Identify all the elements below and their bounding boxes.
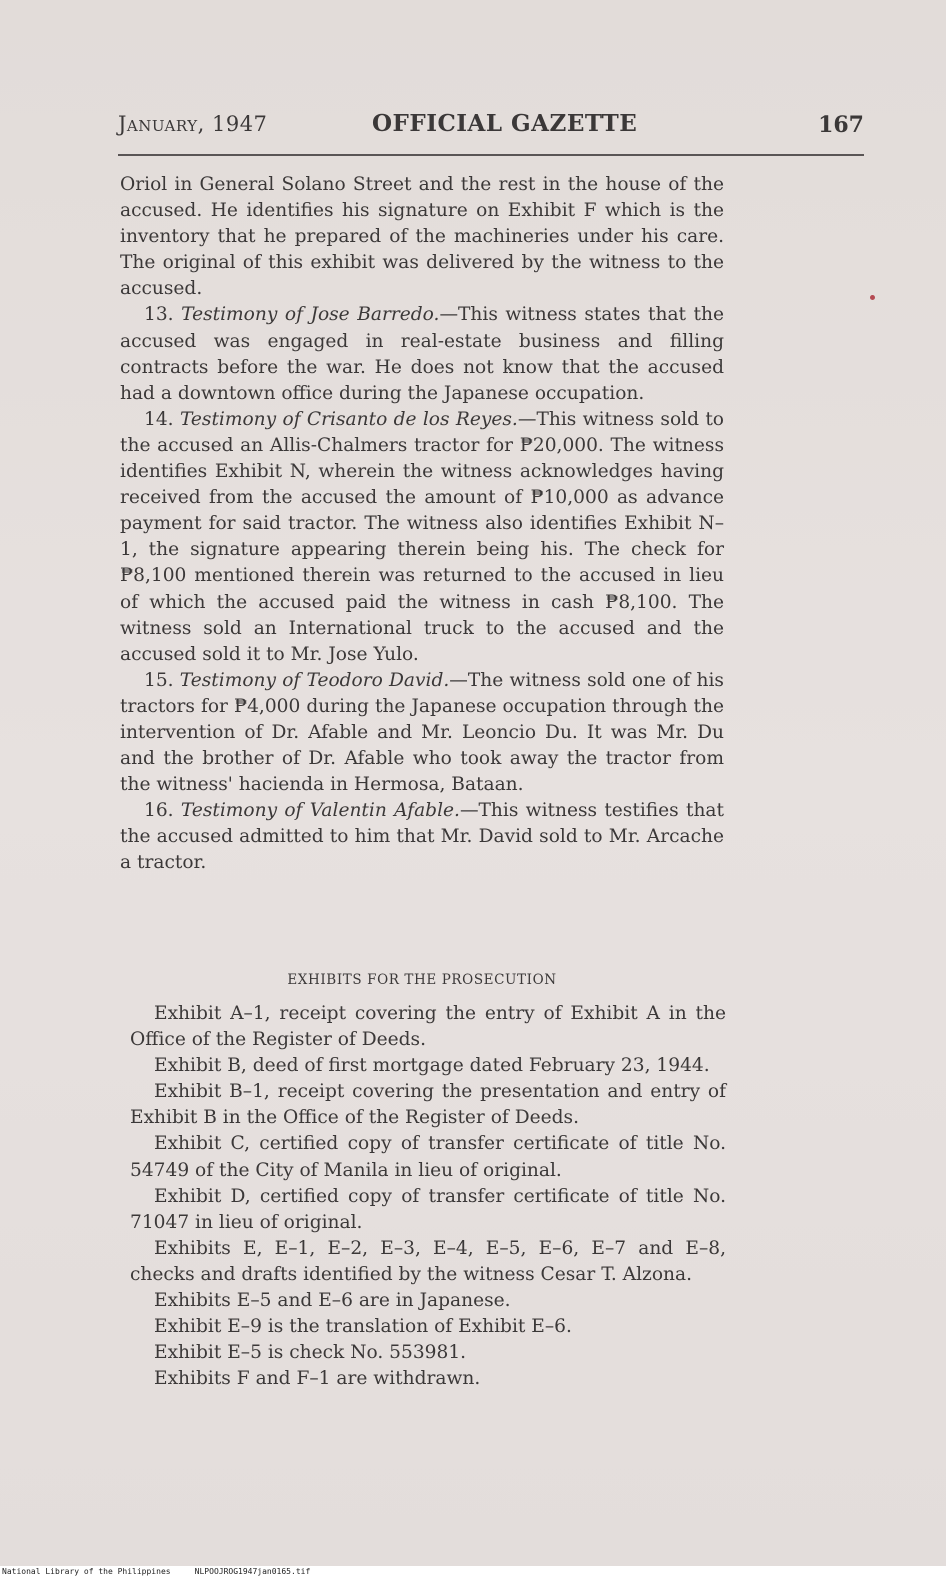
exhibit-item: Exhibit B, deed of first mortgage dated February 23, 1944. — [154, 1055, 710, 1077]
page-header — [118, 112, 864, 148]
testimony-body — [120, 172, 724, 877]
exhibit-item: Exhibit E–9 is the translation of Exhibit E–6. — [154, 1316, 572, 1338]
header-page-number: 167 — [818, 112, 864, 138]
paragraph-testimony-13: 13. Testimony of Jose Barredo.—This witness states that the accused was engaged in real-estate business and filling contracts before the war. He does not know that the accused had a downtown office during the Japanese occupation. — [120, 304, 724, 404]
paragraph-testimony-15: 15. Testimony of Teodoro David.—The witness sold one of his tractors for ₱4,000 during the Japanese occupation through the intervention of Dr. Afable and Mr. Leoncio Du. It was Mr. Du and the brother of Dr. Afable who took away the tractor from the witness' hacienda in Hermosa, Bataan. — [120, 669, 724, 796]
paragraph-testimony-16: 16. Testimony of Valentin Afable.—This witness testifies that the accused admitted to him that Mr. David sold to Mr. Arcache a tractor. — [120, 800, 724, 874]
header-date: January, 1947 — [118, 112, 268, 136]
scan-footer-text: National Library of the Philippines NLPOOJROG1947jan0165.tif — [2, 1567, 311, 1576]
exhibit-item: Exhibits F and F–1 are withdrawn. — [154, 1368, 481, 1390]
exhibit-item: Exhibit C, certified copy of transfer certificate of title No. 54749 of the City of Manila in lieu of original. — [130, 1133, 726, 1181]
paragraph-testimony-14: 14. Testimony of Crisanto de los Reyes.—This witness sold to the accused an Allis-Chalmers tractor for ₱20,000. The witness identifies Exhibit N, wherein the witness acknowledges having received from the accused the amount of ₱10,000 as advance payment for said tractor. The witness also identifies Exhibit N–1, the signature appearing therein being his. The check for ₱8,100 mentioned therein was returned to the accused in lieu of which the accused paid the witness in cash ₱8,100. The witness sold an International truck to the accused and the accused sold it to Mr. Jose Yulo. — [120, 408, 725, 665]
header-rule — [118, 154, 864, 156]
exhibit-item: Exhibit D, certified copy of transfer certificate of title No. 71047 in lieu of original. — [130, 1185, 726, 1233]
exhibit-item: Exhibits E, E–1, E–2, E–3, E–4, E–5, E–6, E–7 and E–8, checks and drafts identified by the witness Cesar T. Alzona. — [130, 1237, 726, 1285]
ink-speck — [870, 295, 875, 300]
exhibit-item: Exhibit B–1, receipt covering the presentation and entry of Exhibit B in the Office of the Register of Deeds. — [130, 1081, 726, 1129]
section-heading: EXHIBITS FOR THE PROSECUTION — [287, 972, 557, 988]
paragraph-continuation: Oriol in General Solano Street and the rest in the house of the accused. He identifies his signature on Exhibit F which is the inventory that he prepared of the machineries under his care. The original of this exhibit was delivered by the witness to the accused. — [120, 174, 724, 300]
header-publication: OFFICIAL GAZETTE — [372, 110, 638, 137]
exhibit-item: Exhibit A–1, receipt covering the entry of Exhibit A in the Office of the Register of Deeds. — [130, 1003, 726, 1051]
exhibit-item: Exhibits E–5 and E–6 are in Japanese. — [154, 1290, 511, 1312]
exhibit-item: Exhibit E–5 is check No. 553981. — [154, 1342, 467, 1364]
exhibit-list — [130, 1001, 726, 1392]
